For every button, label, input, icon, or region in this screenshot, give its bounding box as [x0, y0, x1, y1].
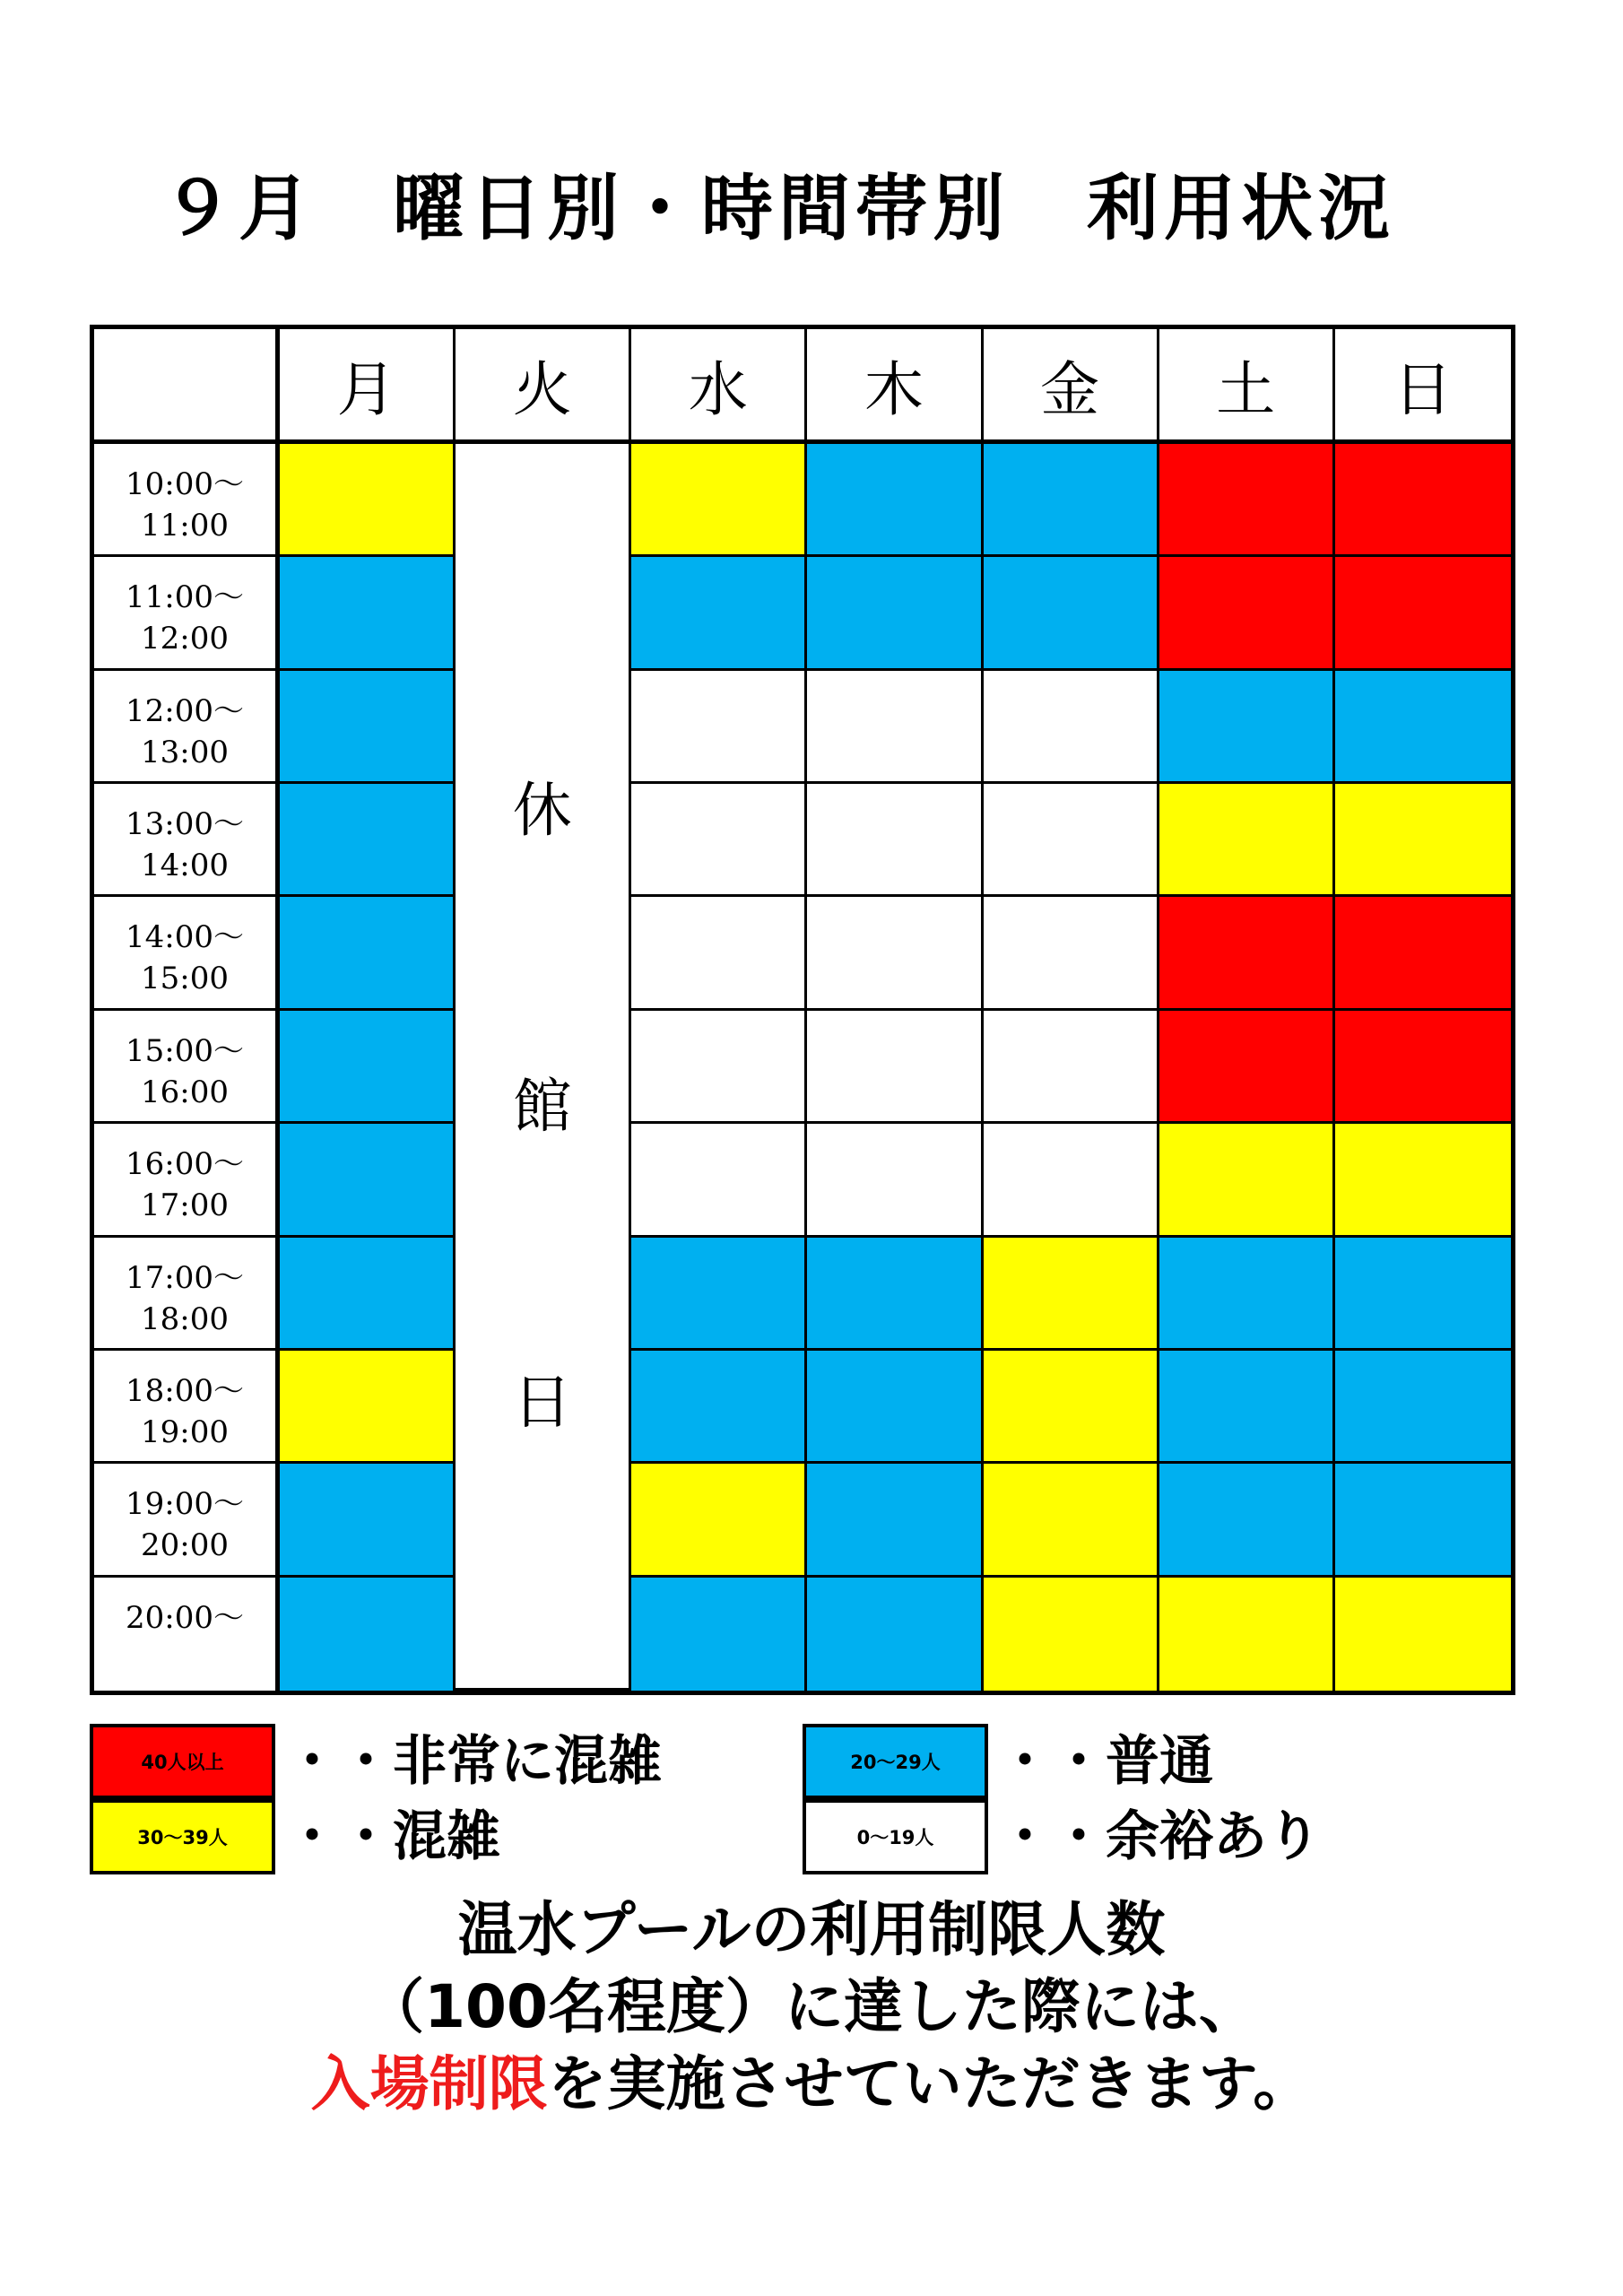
usage-cell-crowded: [631, 1464, 807, 1577]
usage-cell-very-crowded: [1159, 1011, 1335, 1124]
usage-cell-normal: [807, 557, 983, 670]
notice-line-3-rest: を実施させていただきます。: [547, 2049, 1313, 2118]
usage-cell-normal: [280, 1578, 456, 1691]
usage-cell-normal: [807, 1578, 983, 1691]
day-header: 日: [1335, 329, 1511, 444]
usage-cell-normal: [280, 557, 456, 670]
usage-cell-normal: [280, 671, 456, 784]
time-slot-end: 17:00: [141, 1187, 229, 1224]
usage-cell-available: [984, 897, 1159, 1010]
legend-range-available: 0～19人: [856, 1827, 934, 1848]
time-slot-end: 16:00: [141, 1074, 229, 1110]
time-slot-end: 14:00: [141, 848, 229, 884]
usage-cell-crowded: [631, 444, 807, 557]
usage-cell-crowded: [1335, 784, 1511, 897]
time-slot-end: 18:00: [141, 1300, 229, 1337]
time-slot-label: [94, 784, 280, 897]
usage-cell-crowded: [1159, 1578, 1335, 1691]
usage-cell-crowded: [984, 1351, 1159, 1464]
day-header: 水: [631, 329, 807, 444]
usage-cell-normal: [631, 1351, 807, 1464]
usage-cell-available: [807, 671, 983, 784]
notice-entry-restriction: 入場制限: [310, 2049, 548, 2118]
usage-cell-available: [807, 897, 983, 1010]
corner-cell: [94, 329, 280, 444]
time-slot-label: [94, 557, 280, 670]
time-slot-end: 15:00: [141, 961, 229, 997]
legend-label-normal: ・・普通: [998, 1730, 1213, 1793]
legend-label-crowded: ・・混雑: [285, 1805, 500, 1868]
notice-line-1: 温水プールの利用制限人数: [457, 1895, 1166, 1964]
usage-cell-normal: [280, 1464, 456, 1577]
time-slot-start: 20:00～: [126, 1599, 244, 1636]
usage-cell-normal: [807, 444, 983, 557]
time-slot-start: 19:00～: [126, 1486, 244, 1523]
day-header: 木: [807, 329, 983, 444]
usage-cell-very-crowded: [1159, 444, 1335, 557]
time-slot-start: 10:00～: [126, 466, 244, 502]
legend-label-very-crowded: ・・非常に混雑: [285, 1730, 662, 1793]
time-slot-label: [94, 1351, 280, 1464]
usage-timetable: [90, 325, 1515, 1695]
usage-cell-normal: [280, 897, 456, 1010]
usage-cell-crowded: [984, 1464, 1159, 1577]
time-slot-start: 12:00～: [126, 692, 244, 729]
time-slot-start: 11:00～: [126, 579, 244, 616]
notice-line-3: [0, 2047, 1623, 2122]
usage-cell-normal: [984, 557, 1159, 670]
usage-cell-normal: [1335, 1464, 1511, 1577]
time-slot-label: [94, 671, 280, 784]
usage-cell-very-crowded: [1335, 444, 1511, 557]
time-slot-end: 13:00: [141, 734, 229, 770]
legend-swatch-very-crowded: [90, 1724, 275, 1799]
usage-cell-available: [631, 897, 807, 1010]
usage-cell-available: [984, 1124, 1159, 1237]
usage-cell-available: [807, 784, 983, 897]
usage-cell-normal: [807, 1238, 983, 1351]
usage-cell-available: [631, 671, 807, 784]
closed-day-column: [456, 444, 631, 1691]
notice-line-2: （100名程度）に達した際には、: [365, 1972, 1258, 2041]
usage-cell-normal: [631, 1578, 807, 1691]
usage-cell-normal: [1159, 1351, 1335, 1464]
legend-swatch-crowded: [90, 1799, 275, 1874]
time-slot-label: [94, 1011, 280, 1124]
time-slot-start: 18:00～: [126, 1372, 244, 1409]
time-slot-end: 20:00: [141, 1527, 229, 1564]
time-slot-label: [94, 1578, 280, 1691]
usage-cell-normal: [1335, 1238, 1511, 1351]
legend-swatch-available: [803, 1799, 988, 1874]
usage-cell-normal: [807, 1464, 983, 1577]
usage-cell-normal: [1335, 671, 1511, 784]
time-slot-label: [94, 897, 280, 1010]
usage-cell-available: [984, 1011, 1159, 1124]
time-slot-label: [94, 1238, 280, 1351]
legend-swatch-normal: [803, 1724, 988, 1799]
time-slot-start: 14:00～: [126, 919, 244, 956]
usage-cell-available: [631, 1124, 807, 1237]
time-slot-start: 15:00～: [126, 1032, 244, 1069]
day-header: 土: [1159, 329, 1335, 444]
usage-cell-crowded: [1159, 1124, 1335, 1237]
closed-day-char: 日: [512, 1367, 572, 1437]
time-slot-start: 17:00～: [126, 1259, 244, 1296]
legend-range-very-crowded: 40人以上: [141, 1752, 224, 1773]
usage-cell-very-crowded: [1335, 1011, 1511, 1124]
usage-cell-very-crowded: [1159, 897, 1335, 1010]
usage-cell-crowded: [280, 444, 456, 557]
day-header: 月: [280, 329, 456, 444]
usage-cell-available: [631, 1011, 807, 1124]
usage-cell-available: [984, 784, 1159, 897]
time-slot-end: 12:00: [141, 621, 229, 657]
page-title: ９月 曜日別・時間帯別 利用状況: [161, 167, 1395, 250]
closed-day-char: 休: [512, 775, 572, 845]
usage-cell-normal: [1159, 1464, 1335, 1577]
legend-label-available: ・・余裕あり: [998, 1805, 1321, 1868]
usage-cell-crowded: [1335, 1578, 1511, 1691]
time-slot-end: 19:00: [141, 1413, 229, 1450]
usage-cell-available: [807, 1011, 983, 1124]
time-slot-end: 11:00: [141, 508, 229, 544]
usage-cell-crowded: [984, 1578, 1159, 1691]
usage-cell-available: [631, 784, 807, 897]
time-slot-label: [94, 444, 280, 557]
usage-cell-available: [807, 1124, 983, 1237]
usage-cell-normal: [280, 1238, 456, 1351]
usage-cell-normal: [984, 444, 1159, 557]
usage-cell-crowded: [1335, 1124, 1511, 1237]
usage-cell-very-crowded: [1159, 557, 1335, 670]
time-slot-label: [94, 1464, 280, 1577]
usage-cell-normal: [280, 784, 456, 897]
usage-cell-available: [984, 671, 1159, 784]
time-slot-start: 13:00～: [126, 806, 244, 843]
usage-cell-normal: [631, 557, 807, 670]
usage-cell-normal: [280, 1011, 456, 1124]
usage-cell-normal: [631, 1238, 807, 1351]
day-header: 金: [984, 329, 1159, 444]
legend-range-crowded: 30～39人: [137, 1827, 228, 1848]
time-slot-label: [94, 1124, 280, 1237]
usage-cell-crowded: [984, 1238, 1159, 1351]
usage-cell-crowded: [280, 1351, 456, 1464]
usage-cell-normal: [1335, 1351, 1511, 1464]
time-slot-start: 16:00～: [126, 1146, 244, 1183]
day-header: 火: [456, 329, 631, 444]
closed-day-char: 館: [512, 1071, 572, 1141]
legend-range-normal: 20～29人: [850, 1752, 941, 1773]
usage-cell-very-crowded: [1335, 897, 1511, 1010]
usage-cell-normal: [807, 1351, 983, 1464]
usage-cell-normal: [1159, 1238, 1335, 1351]
usage-cell-very-crowded: [1335, 557, 1511, 670]
usage-cell-normal: [280, 1124, 456, 1237]
usage-cell-crowded: [1159, 784, 1335, 897]
usage-cell-normal: [1159, 671, 1335, 784]
